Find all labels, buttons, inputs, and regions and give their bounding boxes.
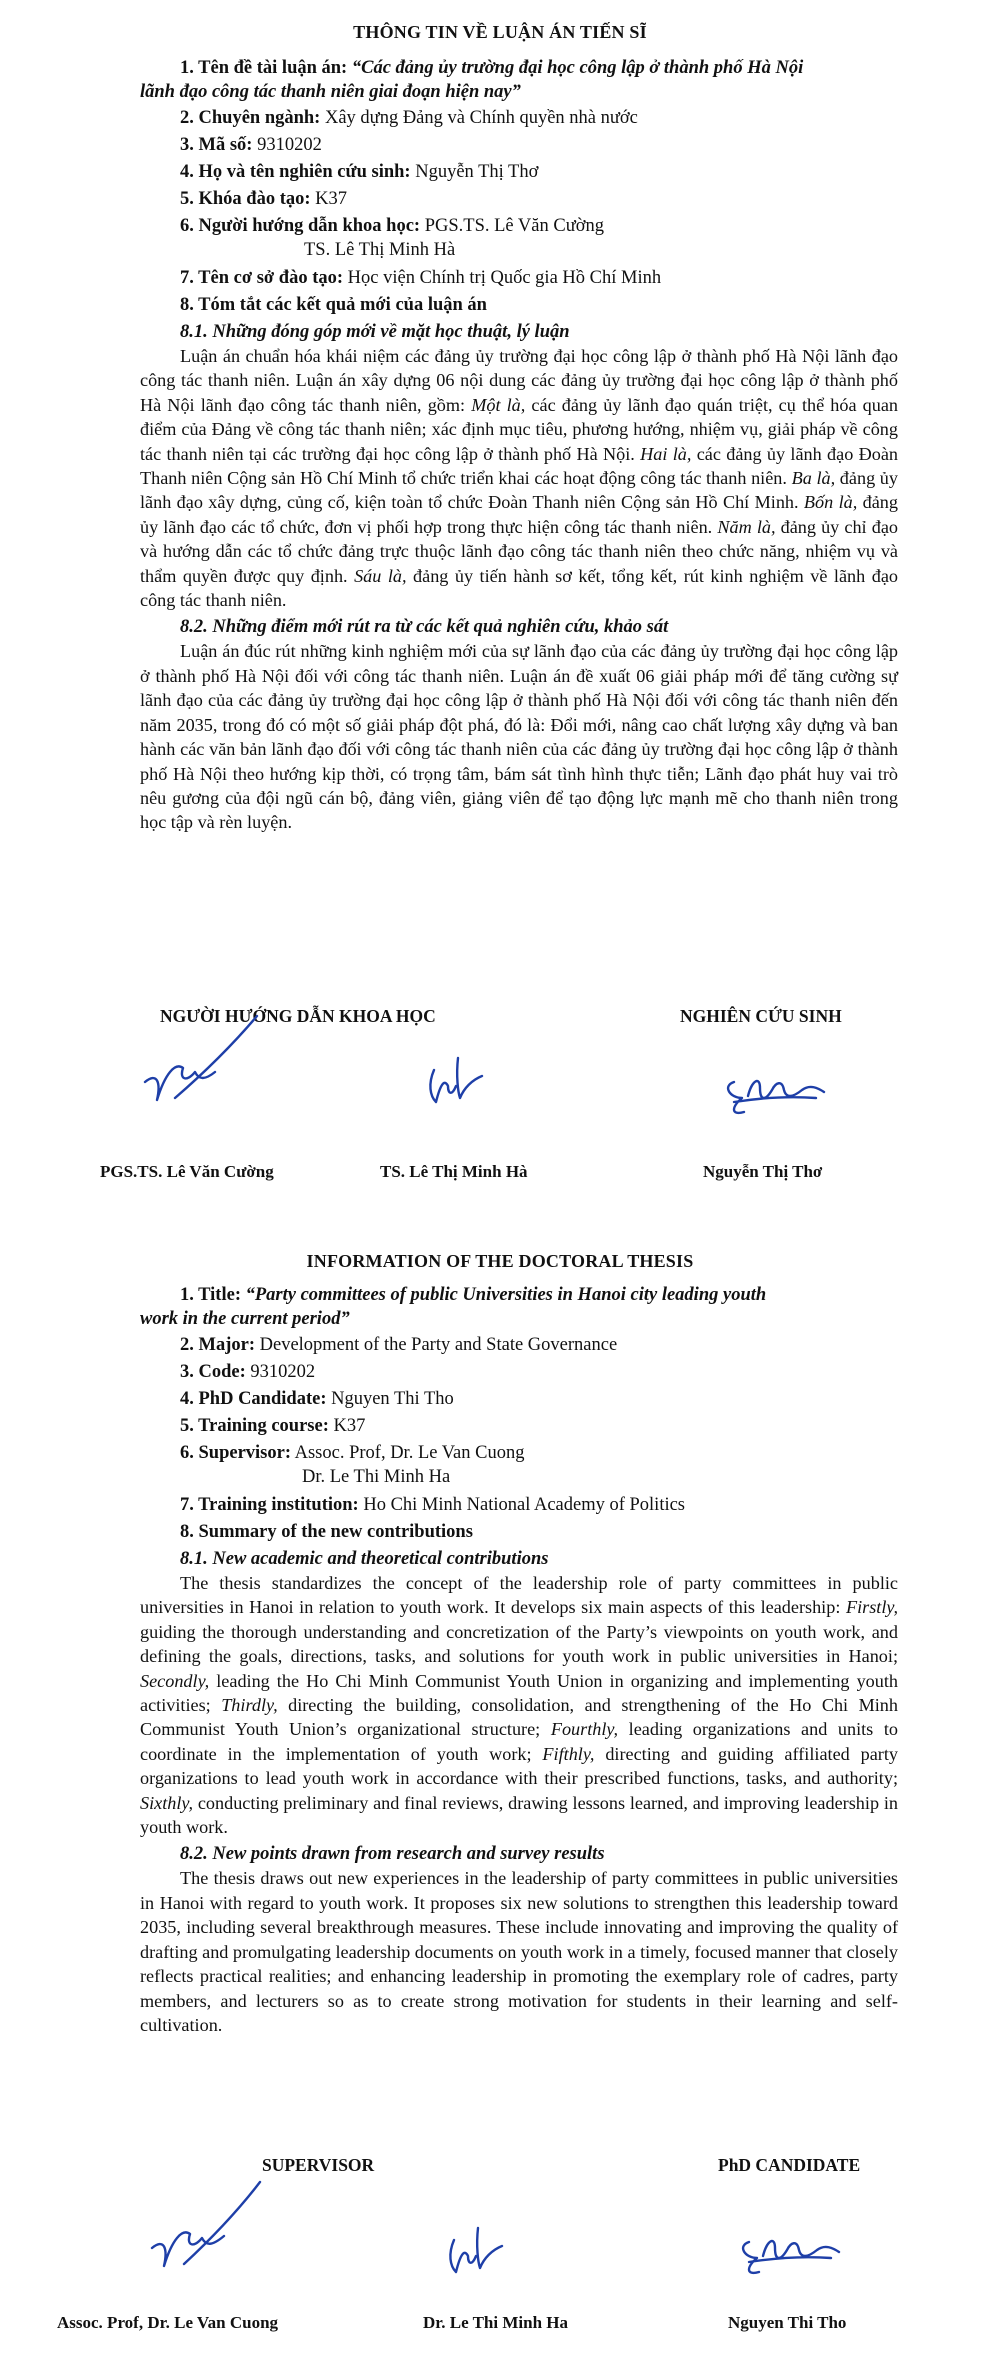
en-code-label: 3. Code: [180,1362,246,1382]
vi-sub1-text-1: Luận án chuẩn hóa khái niệm các đảng ủy trường đại học công lập ở thành phố Hà Nội lãnh đạo công tác thanh niên. Luận án xây dựng 06 nội dung các đảng ủy trường đại học công lập ở thành phố Hà Nội lãnh đạo công tác thanh niên, gồm: [140,346,898,415]
supervisor-2-en-signature-icon [440,2220,510,2280]
en-sub2-paragraph: The thesis draws out new experiences in the leadership of party committees in public universities in Hanoi with regard to youth work. It proposes six new solutions to strengthen this leadership toward 2035, including several breakthrough measures. These include innovating and improving the quality of drafting and promulgating leadership documents on youth work in a timely, focused manner that closely reflects practical realities; and enhancing leadership in promoting the exemplary role of cadres, party members, and lecturers so as to create strong motivation for students in their learning and self-cultivation. [140,1868,898,2035]
vi-thesis-title-value-line2: lãnh đạo công tác thanh niên giai đoạn hiện nay” [140,82,521,102]
vi-supervisor-2: TS. Lê Thị Minh Hà [304,240,456,260]
vi-institution-row [140,266,898,290]
en-candidate-row [140,1387,898,1411]
en-sub1-text-1: The thesis standardizes the concept of the leadership role of party committees in public universities in Hanoi in relation to youth work. It develops six main aspects of this leadership: [140,1573,898,1618]
vi-sub1-italic-3: Ba là, [791,468,836,489]
vi-sub2-heading: 8.2. Những điểm mới rút ra từ các kết quả nghiên cứu, khảo sát [180,617,669,638]
vi-course-value: K37 [315,189,348,209]
en-thesis-title-row [140,1283,898,1307]
vi-sub1-text-5: đảng ủy lãnh đạo các tổ chức, đơn vị phối hợp trong thực hiện công tác thanh niên. [140,492,898,537]
vi-sub1-text-6: đảng ủy chỉ đạo và hướng dẫn các tổ chức đảng trực thuộc lãnh đạo công tác thanh niên theo chức năng, nhiệm vụ và thẩm quyền được quy định. [140,516,898,586]
en-sub1-italic-2: Secondly, [140,1670,210,1691]
en-sub1-italic-1: Firstly, [845,1597,898,1618]
vi-supervisor-1: PGS.TS. Lê Văn Cường [424,216,605,236]
en-sub1-italic-3: Thirdly, [221,1695,278,1716]
en-info-list [140,1283,898,2037]
vi-thesis-title-label: 1. Tên đề tài luận án: [180,58,348,78]
en-summary-heading: 8. Summary of the new contributions [180,1522,473,1542]
vi-sub1-text-2: các đảng ủy lãnh đạo quán triệt, cụ thể hóa quan điểm của Đảng về công tác thanh niên; xác định mục tiêu, phương hướng, nhiệm vụ, giải pháp về công tác thanh niên tại các trường đại học công lập ở thành phố Hà Nội. [140,394,898,464]
en-sign-name-1: Assoc. Prof, Dr. Le Van Cuong [57,2313,279,2332]
en-supervisor-sign-heading: SUPERVISOR [262,2155,375,2175]
en-candidate-value: Nguyen Thi Tho [331,1389,454,1409]
en-course-label: 5. Training course: [180,1416,329,1436]
vi-thesis-title-row [140,56,898,80]
en-supervisor-2: Dr. Le Thi Minh Ha [302,1467,451,1487]
vi-supervisor-sign-heading: NGƯỜI HƯỚNG DẪN KHOA HỌC [160,1006,436,1026]
en-candidate-sign-heading: PhD CANDIDATE [718,2155,861,2175]
en-course-value: K37 [333,1416,366,1436]
en-major-label: 2. Major: [180,1335,255,1355]
vi-major-label: 2. Chuyên ngành: [180,108,321,128]
vi-thesis-title-value: “Các đảng ủy trường đại học công lập ở thành phố Hà Nội [351,58,804,78]
vi-sub1-heading: 8.1. Những đóng góp mới về mặt học thuật, lý luận [180,322,570,342]
supervisor-1-en-signature-icon [140,2178,280,2288]
en-thesis-title-value: “Party committees of public Universities in Hanoi city leading youth [245,1285,767,1305]
en-sign-name-2: Dr. Le Thi Minh Ha [423,2313,569,2332]
en-sub2-heading: 8.2. New points drawn from research and survey results [180,1844,605,1865]
en-sub1-text-7: conducting preliminary and final reviews, drawing lessons learned, and improving leadership in youth work. [140,1792,898,1838]
en-sub1-text-4: directing the building, consolidation, and strengthening of the Ho Chi Minh Communist Youth Union’s organizational structure; [140,1695,898,1740]
en-sub1-heading: 8.1. New academic and theoretical contributions [180,1549,549,1569]
vi-candidate-label: 4. Họ và tên nghiên cứu sinh: [180,162,411,182]
en-institution-row [140,1493,898,1517]
vi-sub1-italic-4: Bốn là, [803,492,858,513]
vi-supervisor-row [140,214,898,238]
en-supervisor-1: Assoc. Prof, Dr. Le Van Cuong [294,1443,525,1463]
supervisor-1-signature-icon [135,1010,275,1120]
en-sub1-text-5: leading organizations and units to coordinate in the implementation of youth work; [140,1719,899,1764]
vi-sub1-text-4: đảng ủy lãnh đạo xây dựng, củng cố, kiện toàn tổ chức Đoàn Thanh niên Cộng sản Hồ Chí Minh. [140,468,898,513]
vi-sub1-paragraph [140,344,898,612]
vi-major-row [140,106,898,130]
vi-candidate-row [140,160,898,184]
vi-course-row [140,187,898,211]
en-supervisor-row [140,1441,898,1465]
en-candidate-label: 4. PhD Candidate: [180,1389,327,1409]
candidate-en-signature-icon [735,2218,845,2278]
en-institution-label: 7. Training institution: [180,1495,359,1515]
en-title: INFORMATION OF THE DOCTORAL THESIS [306,1251,694,1271]
vi-supervisor-label: 6. Người hướng dẫn khoa học: [180,216,421,236]
en-sub1-text-3: leading the Ho Chi Minh Communist Youth Union in organizing and implementing youth activities; [140,1670,898,1716]
vi-major-value: Xây dựng Đảng và Chính quyền nhà nước [324,108,638,128]
en-sub1-italic-5: Fifthly, [542,1743,595,1764]
en-thesis-title-label: 1. Title: [180,1285,241,1305]
en-sign-name-3: Nguyen Thi Tho [728,2313,847,2332]
vi-course-label: 5. Khóa đào tạo: [180,189,311,209]
vi-sub1-italic-2: Hai là, [640,443,692,464]
en-course-row [140,1414,898,1438]
en-thesis-title-value-line2: work in the current period” [140,1309,350,1329]
vi-institution-label: 7. Tên cơ sở đào tạo: [180,268,344,288]
vi-sub1-text-3: các đảng ủy lãnh đạo Đoàn Thanh niên Cộng sản Hồ Chí Minh tổ chức triển khai các hoạt động công tác thanh niên. [140,443,899,489]
vi-code-row [140,133,898,157]
en-code-value: 9310202 [250,1362,316,1382]
en-major-row [140,1333,898,1357]
en-sub1-text-6: directing and guiding affiliated party organizations to lead youth work in accordance with their prescribed functions, tasks, and authority; [140,1743,898,1789]
vi-sub1-italic-1: Một là, [471,394,526,415]
en-supervisor-label: 6. Supervisor: [180,1443,291,1463]
en-sub1-italic-4: Fourthly, [550,1719,619,1740]
vi-institution-value: Học viện Chính trị Quốc gia Hồ Chí Minh [347,268,662,288]
en-code-row [140,1360,898,1384]
candidate-signature-icon [720,1058,830,1118]
vi-code-value: 9310202 [257,135,322,155]
vi-sub1-italic-5: Năm là, [717,516,776,537]
en-sub1-paragraph [140,1571,898,1839]
vi-sign-name-2: TS. Lê Thị Minh Hà [380,1162,528,1181]
vi-sub2-paragraph: Luận án đúc rút những kinh nghiệm mới của sự lãnh đạo của các đảng ủy trường đại học công lập ở thành phố Hà Nội đối với công tác thanh niên. Luận án đề xuất 06 giải pháp mới để tăng cường sự lãnh đạo của các đảng ủy trường đại học công lập ở thành phố Hà Nội đối với công tác thanh niên đến năm 2035, trong đó có một số giải pháp đột phá, đó là: Đổi mới, nâng cao chất lượng xây dựng và ban hành các văn bản lãnh đạo đối với công tác thanh niên của các đảng ủy trường đại học công lập ở thành phố Hà Nội theo hướng kịp thời, có trọng tâm, bám sát tình hình thực tiễn; Lãnh đạo phát huy vai trò nêu gương của đội ngũ cán bộ, đảng viên, giảng viên để tạo động lực mạnh mẽ cho thanh niên trong học tập và rèn luyện. [140,641,898,833]
vi-summary-heading: 8. Tóm tắt các kết quả mới của luận án [180,295,487,315]
vi-sign-name-3: Nguyễn Thị Thơ [703,1162,823,1181]
en-sub1-italic-6: Sixthly, [140,1792,194,1813]
en-sub1-text-2: guiding the thorough understanding and concretization of the Party’s viewpoints on youth work, and defining the goals, directions, tasks, and solutions for youth work in public universities in Hanoi; [140,1621,898,1667]
vi-sub1-text-7: đảng ủy tiến hành sơ kết, tổng kết, rút kinh nghiệm về lãnh đạo công tác thanh niên. [140,565,898,611]
en-major-value: Development of the Party and State Governance [259,1335,618,1355]
vi-sign-name-1: PGS.TS. Lê Văn Cường [100,1162,274,1181]
vi-code-label: 3. Mã số: [180,135,253,155]
vi-info-list [140,56,898,835]
vi-candidate-value: Nguyễn Thị Thơ [415,162,539,182]
vi-sub1-italic-6: Sáu là, [354,565,407,586]
supervisor-2-signature-icon [420,1050,490,1110]
en-institution-value: Ho Chi Minh National Academy of Politics [363,1495,686,1515]
vi-candidate-sign-heading: NGHIÊN CỨU SINH [680,1006,842,1026]
vi-title: THÔNG TIN VỀ LUẬN ÁN TIẾN SĨ [353,22,647,42]
